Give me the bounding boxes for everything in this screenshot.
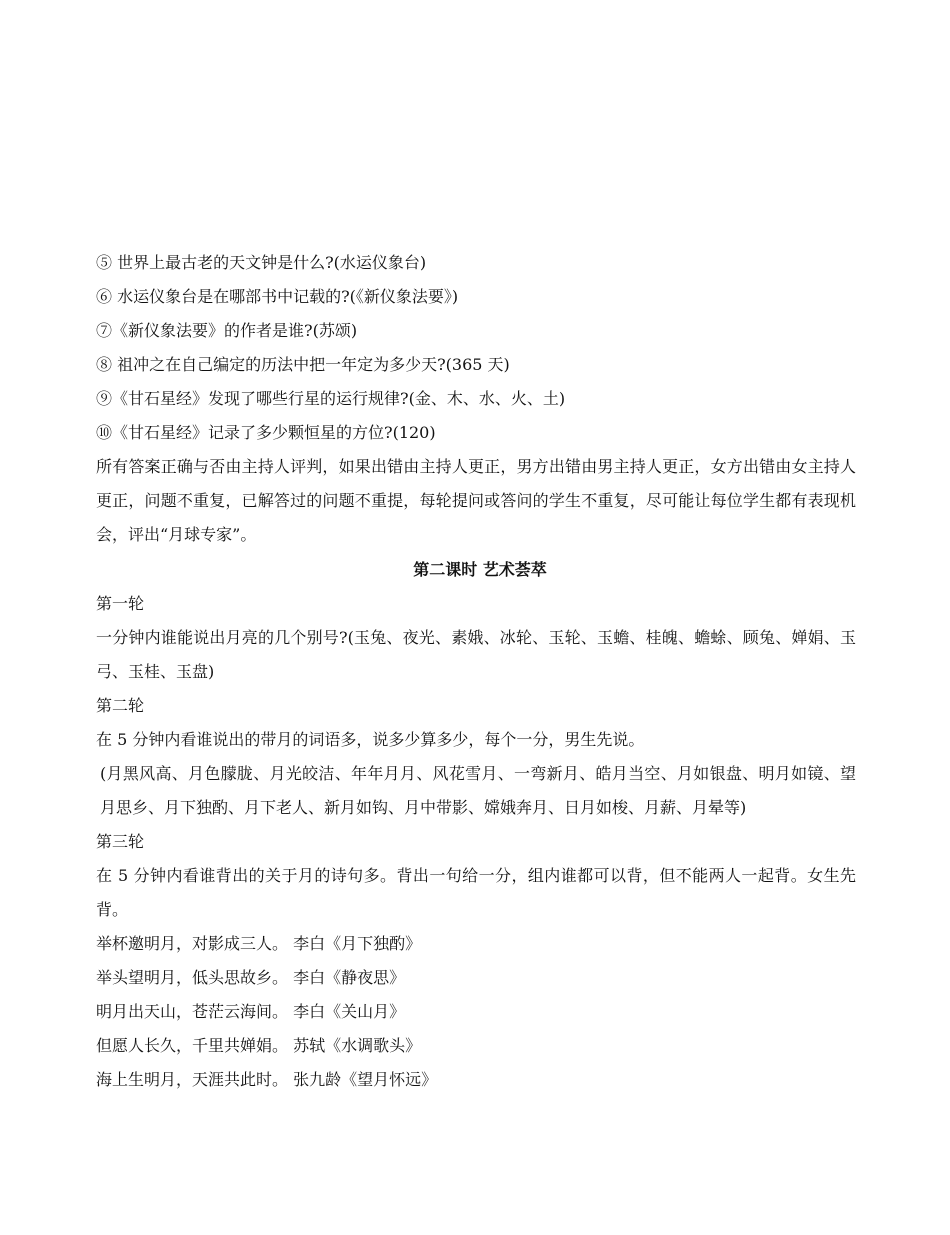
quiz-item: ⑩《甘石星经》记录了多少颗恒星的方位?(120) <box>96 423 436 442</box>
quiz-item: ⑧ 祖冲之在自己编定的历法中把一年定为多少天?(365 天) <box>96 355 510 374</box>
round2-answers: (月黑风高、月色朦胧、月光皎洁、年年月月、风花雪月、一弯新月、皓月当空、月如银盘、明月如镜、望月思乡、月下独酌、月下老人、新月如钩、月中带影、嫦娥奔月、日月如梭、月薪、月晕等) <box>100 764 856 817</box>
round1-question: 一分钟内谁能说出月亮的几个别号?(玉兔、夜光、素娥、冰轮、玉轮、玉蟾、桂魄、蟾蜍、顾兔、婵娟、玉弓、玉桂、玉盘) <box>96 628 856 681</box>
poem-line: 举头望明月，低头思故乡。 李白《静夜思》 <box>96 968 406 987</box>
rules-paragraph: 所有答案正确与否由主持人评判，如果出错由主持人更正，男方出错由男主持人更正，女方出错由女主持人更正，问题不重复，已解答过的问题不重提，每轮提问或答问的学生不重复，尽可能让每位学生都有表现机会，评出“月球专家”。 <box>96 457 856 544</box>
quiz-item: ⑦《新仪象法要》的作者是谁?(苏颂) <box>96 321 358 340</box>
round1-title: 第一轮 <box>96 594 145 613</box>
round3-question: 在 5 分钟内看谁背出的关于月的诗句多。背出一句给一分，组内谁都可以背，但不能两人一起背。女生先背。 <box>96 866 856 919</box>
quiz-item: ⑥ 水运仪象台是在哪部书中记载的?(《新仪象法要》) <box>96 287 459 306</box>
quiz-item: ⑤ 世界上最古老的天文钟是什么?(水运仪象台) <box>96 253 427 272</box>
section-heading: 第二课时 艺术荟萃 <box>413 560 547 579</box>
round3-title: 第三轮 <box>96 832 145 851</box>
poem-line: 但愿人长久，千里共婵娟。 苏轼《水调歌头》 <box>96 1036 422 1055</box>
round2-title: 第二轮 <box>96 696 145 715</box>
poem-line: 明月出天山，苍茫云海间。 李白《关山月》 <box>96 1002 406 1021</box>
document-body <box>96 246 856 1097</box>
poem-line: 海上生明月，天涯共此时。 张九龄《望月怀远》 <box>96 1070 438 1089</box>
quiz-item: ⑨《甘石星经》发现了哪些行星的运行规律?(金、木、水、火、土) <box>96 389 566 408</box>
poem-line: 举杯邀明月，对影成三人。 李白《月下独酌》 <box>96 934 422 953</box>
round2-question: 在 5 分钟内看谁说出的带月的词语多，说多少算多少，每个一分，男生先说。 <box>96 730 645 749</box>
